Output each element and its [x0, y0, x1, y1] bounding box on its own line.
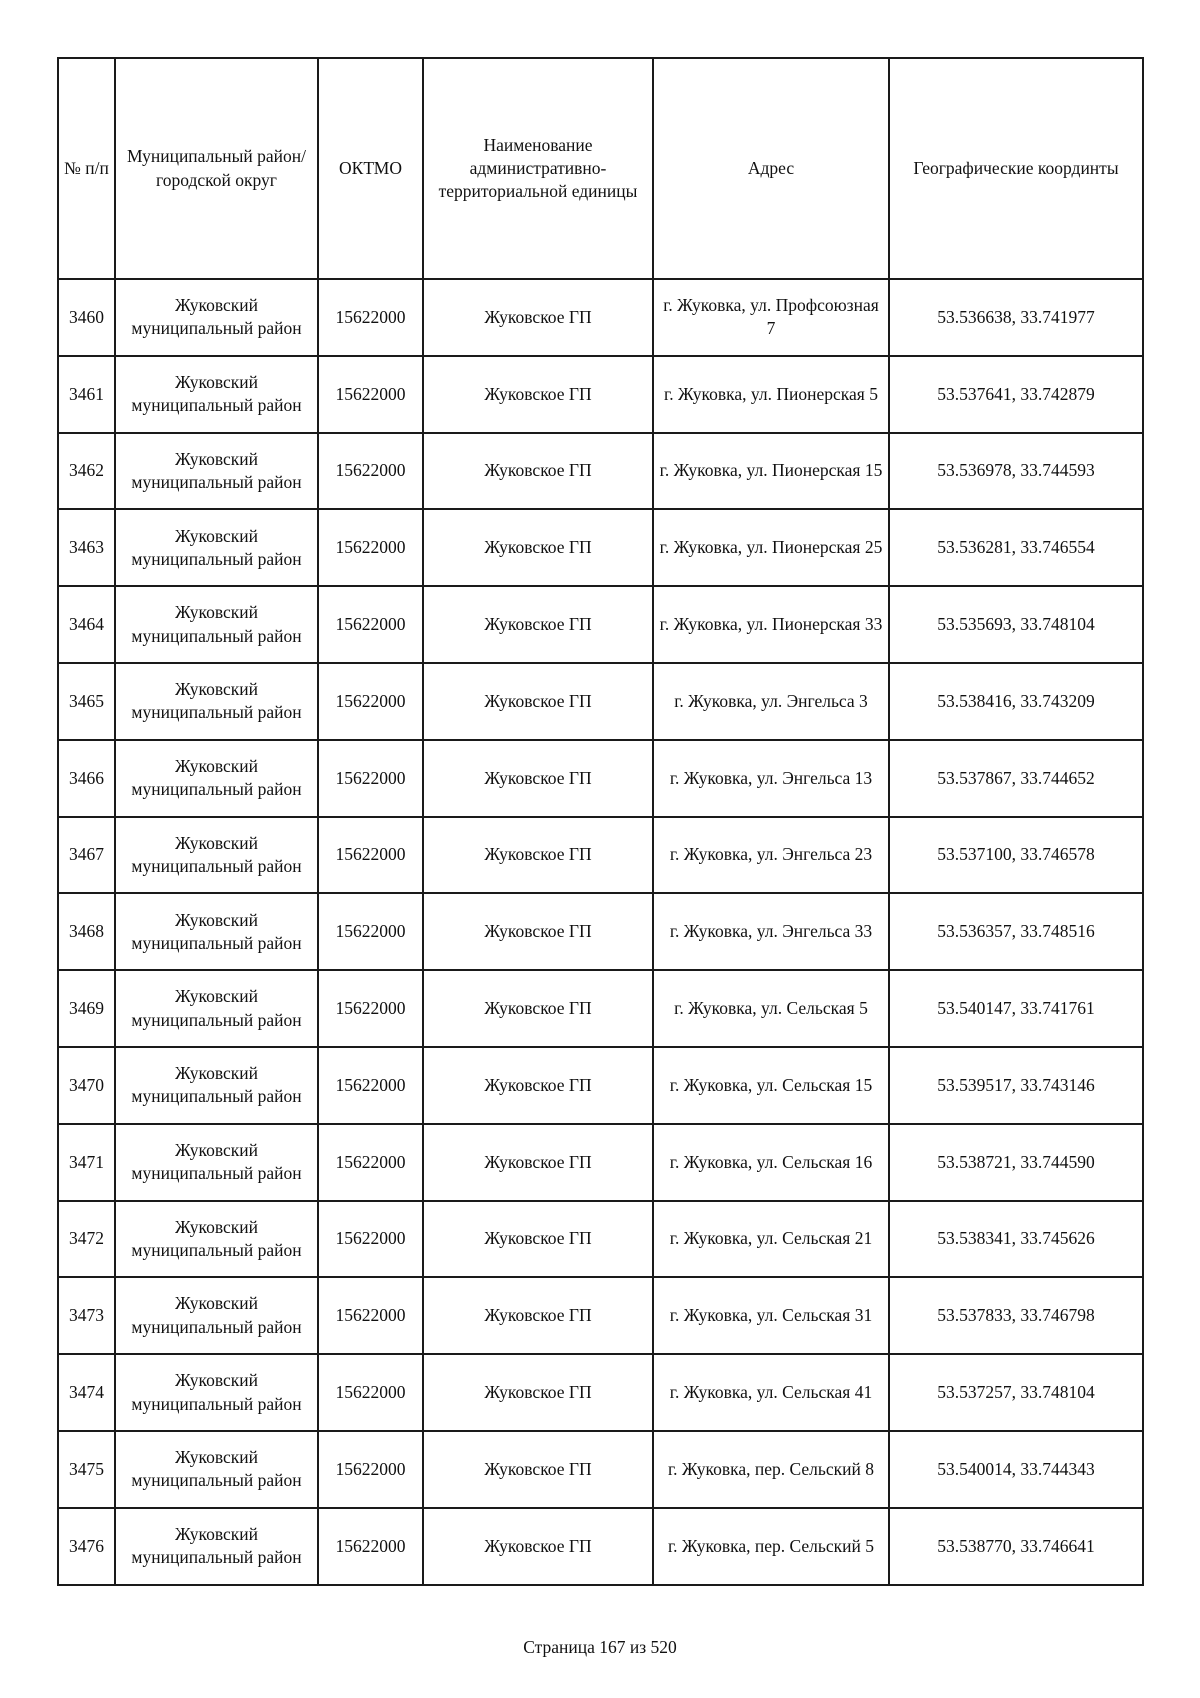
cell-address: г. Жуковка, ул. Профсоюзная 7	[653, 279, 889, 356]
header-col-unit-name: Наименование административно-территориальной единицы	[423, 58, 653, 279]
cell-number: 3463	[58, 509, 115, 586]
page-label: Страница	[523, 1637, 595, 1657]
cell-number: 3468	[58, 893, 115, 970]
cell-number: 3472	[58, 1201, 115, 1278]
cell-coordinates: 53.537867, 33.744652	[889, 740, 1143, 817]
cell-unit-name: Жуковское ГП	[423, 817, 653, 894]
cell-district: Жуковский муниципальный район	[115, 1201, 318, 1278]
table-row	[58, 356, 1143, 433]
cell-number: 3469	[58, 970, 115, 1047]
page-footer	[0, 1637, 1200, 1658]
cell-coordinates: 53.540147, 33.741761	[889, 970, 1143, 1047]
cell-address: г. Жуковка, ул. Пионерская 25	[653, 509, 889, 586]
cell-number: 3476	[58, 1508, 115, 1585]
table-row	[58, 663, 1143, 740]
cell-coordinates: 53.536978, 33.744593	[889, 433, 1143, 510]
cell-oktmo: 15622000	[318, 1124, 423, 1201]
table-row	[58, 970, 1143, 1047]
cell-number: 3467	[58, 817, 115, 894]
cell-number: 3473	[58, 1277, 115, 1354]
cell-oktmo: 15622000	[318, 279, 423, 356]
cell-address: г. Жуковка, ул. Сельская 15	[653, 1047, 889, 1124]
cell-oktmo: 15622000	[318, 740, 423, 817]
cell-coordinates: 53.536357, 33.748516	[889, 893, 1143, 970]
cell-oktmo: 15622000	[318, 893, 423, 970]
cell-oktmo: 15622000	[318, 1047, 423, 1124]
cell-district: Жуковский муниципальный район	[115, 1508, 318, 1585]
cell-number: 3475	[58, 1431, 115, 1508]
cell-oktmo: 15622000	[318, 1508, 423, 1585]
cell-unit-name: Жуковское ГП	[423, 1201, 653, 1278]
cell-district: Жуковский муниципальный район	[115, 509, 318, 586]
cell-coordinates: 53.536638, 33.741977	[889, 279, 1143, 356]
table-row	[58, 1508, 1143, 1585]
cell-unit-name: Жуковское ГП	[423, 586, 653, 663]
cell-address: г. Жуковка, ул. Пионерская 5	[653, 356, 889, 433]
table-body	[58, 279, 1143, 1585]
header-col-coordinates: Географические координты	[889, 58, 1143, 279]
cell-district: Жуковский муниципальный район	[115, 1354, 318, 1431]
table-row	[58, 893, 1143, 970]
cell-address: г. Жуковка, ул. Энгельса 33	[653, 893, 889, 970]
document-page	[57, 57, 1142, 1586]
cell-coordinates: 53.537100, 33.746578	[889, 817, 1143, 894]
cell-district: Жуковский муниципальный район	[115, 740, 318, 817]
cell-unit-name: Жуковское ГП	[423, 740, 653, 817]
cell-coordinates: 53.535693, 33.748104	[889, 586, 1143, 663]
cell-oktmo: 15622000	[318, 356, 423, 433]
cell-coordinates: 53.537833, 33.746798	[889, 1277, 1143, 1354]
cell-district: Жуковский муниципальный район	[115, 1047, 318, 1124]
cell-district: Жуковский муниципальный район	[115, 586, 318, 663]
current-page-number: 167	[599, 1637, 626, 1657]
cell-number: 3462	[58, 433, 115, 510]
cell-district: Жуковский муниципальный район	[115, 893, 318, 970]
cell-unit-name: Жуковское ГП	[423, 1277, 653, 1354]
table-row	[58, 1124, 1143, 1201]
header-col-district: Муниципальный район/городской округ	[115, 58, 318, 279]
cell-oktmo: 15622000	[318, 1431, 423, 1508]
cell-district: Жуковский муниципальный район	[115, 1124, 318, 1201]
cell-number: 3466	[58, 740, 115, 817]
cell-coordinates: 53.538416, 33.743209	[889, 663, 1143, 740]
registry-table	[57, 57, 1144, 1586]
cell-district: Жуковский муниципальный район	[115, 433, 318, 510]
cell-number: 3470	[58, 1047, 115, 1124]
cell-address: г. Жуковка, ул. Энгельса 13	[653, 740, 889, 817]
table-row	[58, 509, 1143, 586]
cell-number: 3461	[58, 356, 115, 433]
cell-unit-name: Жуковское ГП	[423, 509, 653, 586]
cell-oktmo: 15622000	[318, 1354, 423, 1431]
cell-oktmo: 15622000	[318, 970, 423, 1047]
table-row	[58, 586, 1143, 663]
cell-coordinates: 53.538341, 33.745626	[889, 1201, 1143, 1278]
cell-address: г. Жуковка, ул. Сельская 5	[653, 970, 889, 1047]
table-row	[58, 433, 1143, 510]
cell-address: г. Жуковка, ул. Сельская 16	[653, 1124, 889, 1201]
cell-oktmo: 15622000	[318, 1277, 423, 1354]
cell-district: Жуковский муниципальный район	[115, 1431, 318, 1508]
cell-district: Жуковский муниципальный район	[115, 1277, 318, 1354]
cell-address: г. Жуковка, ул. Энгельса 23	[653, 817, 889, 894]
cell-coordinates: 53.538770, 33.746641	[889, 1508, 1143, 1585]
cell-unit-name: Жуковское ГП	[423, 970, 653, 1047]
cell-oktmo: 15622000	[318, 1201, 423, 1278]
cell-number: 3471	[58, 1124, 115, 1201]
header-col-oktmo: ОКТМО	[318, 58, 423, 279]
table-row	[58, 1277, 1143, 1354]
cell-oktmo: 15622000	[318, 663, 423, 740]
table-row	[58, 279, 1143, 356]
cell-address: г. Жуковка, ул. Сельская 21	[653, 1201, 889, 1278]
cell-district: Жуковский муниципальный район	[115, 663, 318, 740]
cell-district: Жуковский муниципальный район	[115, 356, 318, 433]
cell-number: 3474	[58, 1354, 115, 1431]
cell-unit-name: Жуковское ГП	[423, 433, 653, 510]
table-row	[58, 740, 1143, 817]
cell-address: г. Жуковка, ул. Сельская 31	[653, 1277, 889, 1354]
table-row	[58, 1201, 1143, 1278]
cell-unit-name: Жуковское ГП	[423, 663, 653, 740]
cell-number: 3460	[58, 279, 115, 356]
cell-unit-name: Жуковское ГП	[423, 1354, 653, 1431]
cell-number: 3464	[58, 586, 115, 663]
table-row	[58, 1431, 1143, 1508]
cell-coordinates: 53.537257, 33.748104	[889, 1354, 1143, 1431]
cell-address: г. Жуковка, ул. Сельская 41	[653, 1354, 889, 1431]
cell-address: г. Жуковка, пер. Сельский 5	[653, 1508, 889, 1585]
page-separator: из	[629, 1637, 647, 1657]
cell-coordinates: 53.537641, 33.742879	[889, 356, 1143, 433]
cell-address: г. Жуковка, ул. Энгельса 3	[653, 663, 889, 740]
cell-unit-name: Жуковское ГП	[423, 893, 653, 970]
cell-oktmo: 15622000	[318, 586, 423, 663]
cell-oktmo: 15622000	[318, 433, 423, 510]
cell-unit-name: Жуковское ГП	[423, 356, 653, 433]
cell-number: 3465	[58, 663, 115, 740]
table-header-row	[58, 58, 1143, 279]
cell-address: г. Жуковка, ул. Пионерская 15	[653, 433, 889, 510]
table-row	[58, 1354, 1143, 1431]
table-row	[58, 817, 1143, 894]
cell-oktmo: 15622000	[318, 509, 423, 586]
cell-unit-name: Жуковское ГП	[423, 279, 653, 356]
total-pages-number: 520	[650, 1637, 677, 1657]
cell-coordinates: 53.538721, 33.744590	[889, 1124, 1143, 1201]
header-col-address: Адрес	[653, 58, 889, 279]
cell-district: Жуковский муниципальный район	[115, 279, 318, 356]
cell-address: г. Жуковка, пер. Сельский 8	[653, 1431, 889, 1508]
cell-unit-name: Жуковское ГП	[423, 1508, 653, 1585]
cell-oktmo: 15622000	[318, 817, 423, 894]
table-row	[58, 1047, 1143, 1124]
cell-district: Жуковский муниципальный район	[115, 970, 318, 1047]
cell-address: г. Жуковка, ул. Пионерская 33	[653, 586, 889, 663]
cell-district: Жуковский муниципальный район	[115, 817, 318, 894]
cell-coordinates: 53.540014, 33.744343	[889, 1431, 1143, 1508]
cell-unit-name: Жуковское ГП	[423, 1124, 653, 1201]
cell-unit-name: Жуковское ГП	[423, 1047, 653, 1124]
header-col-number: № п/п	[58, 58, 115, 279]
cell-coordinates: 53.536281, 33.746554	[889, 509, 1143, 586]
cell-coordinates: 53.539517, 33.743146	[889, 1047, 1143, 1124]
cell-unit-name: Жуковское ГП	[423, 1431, 653, 1508]
